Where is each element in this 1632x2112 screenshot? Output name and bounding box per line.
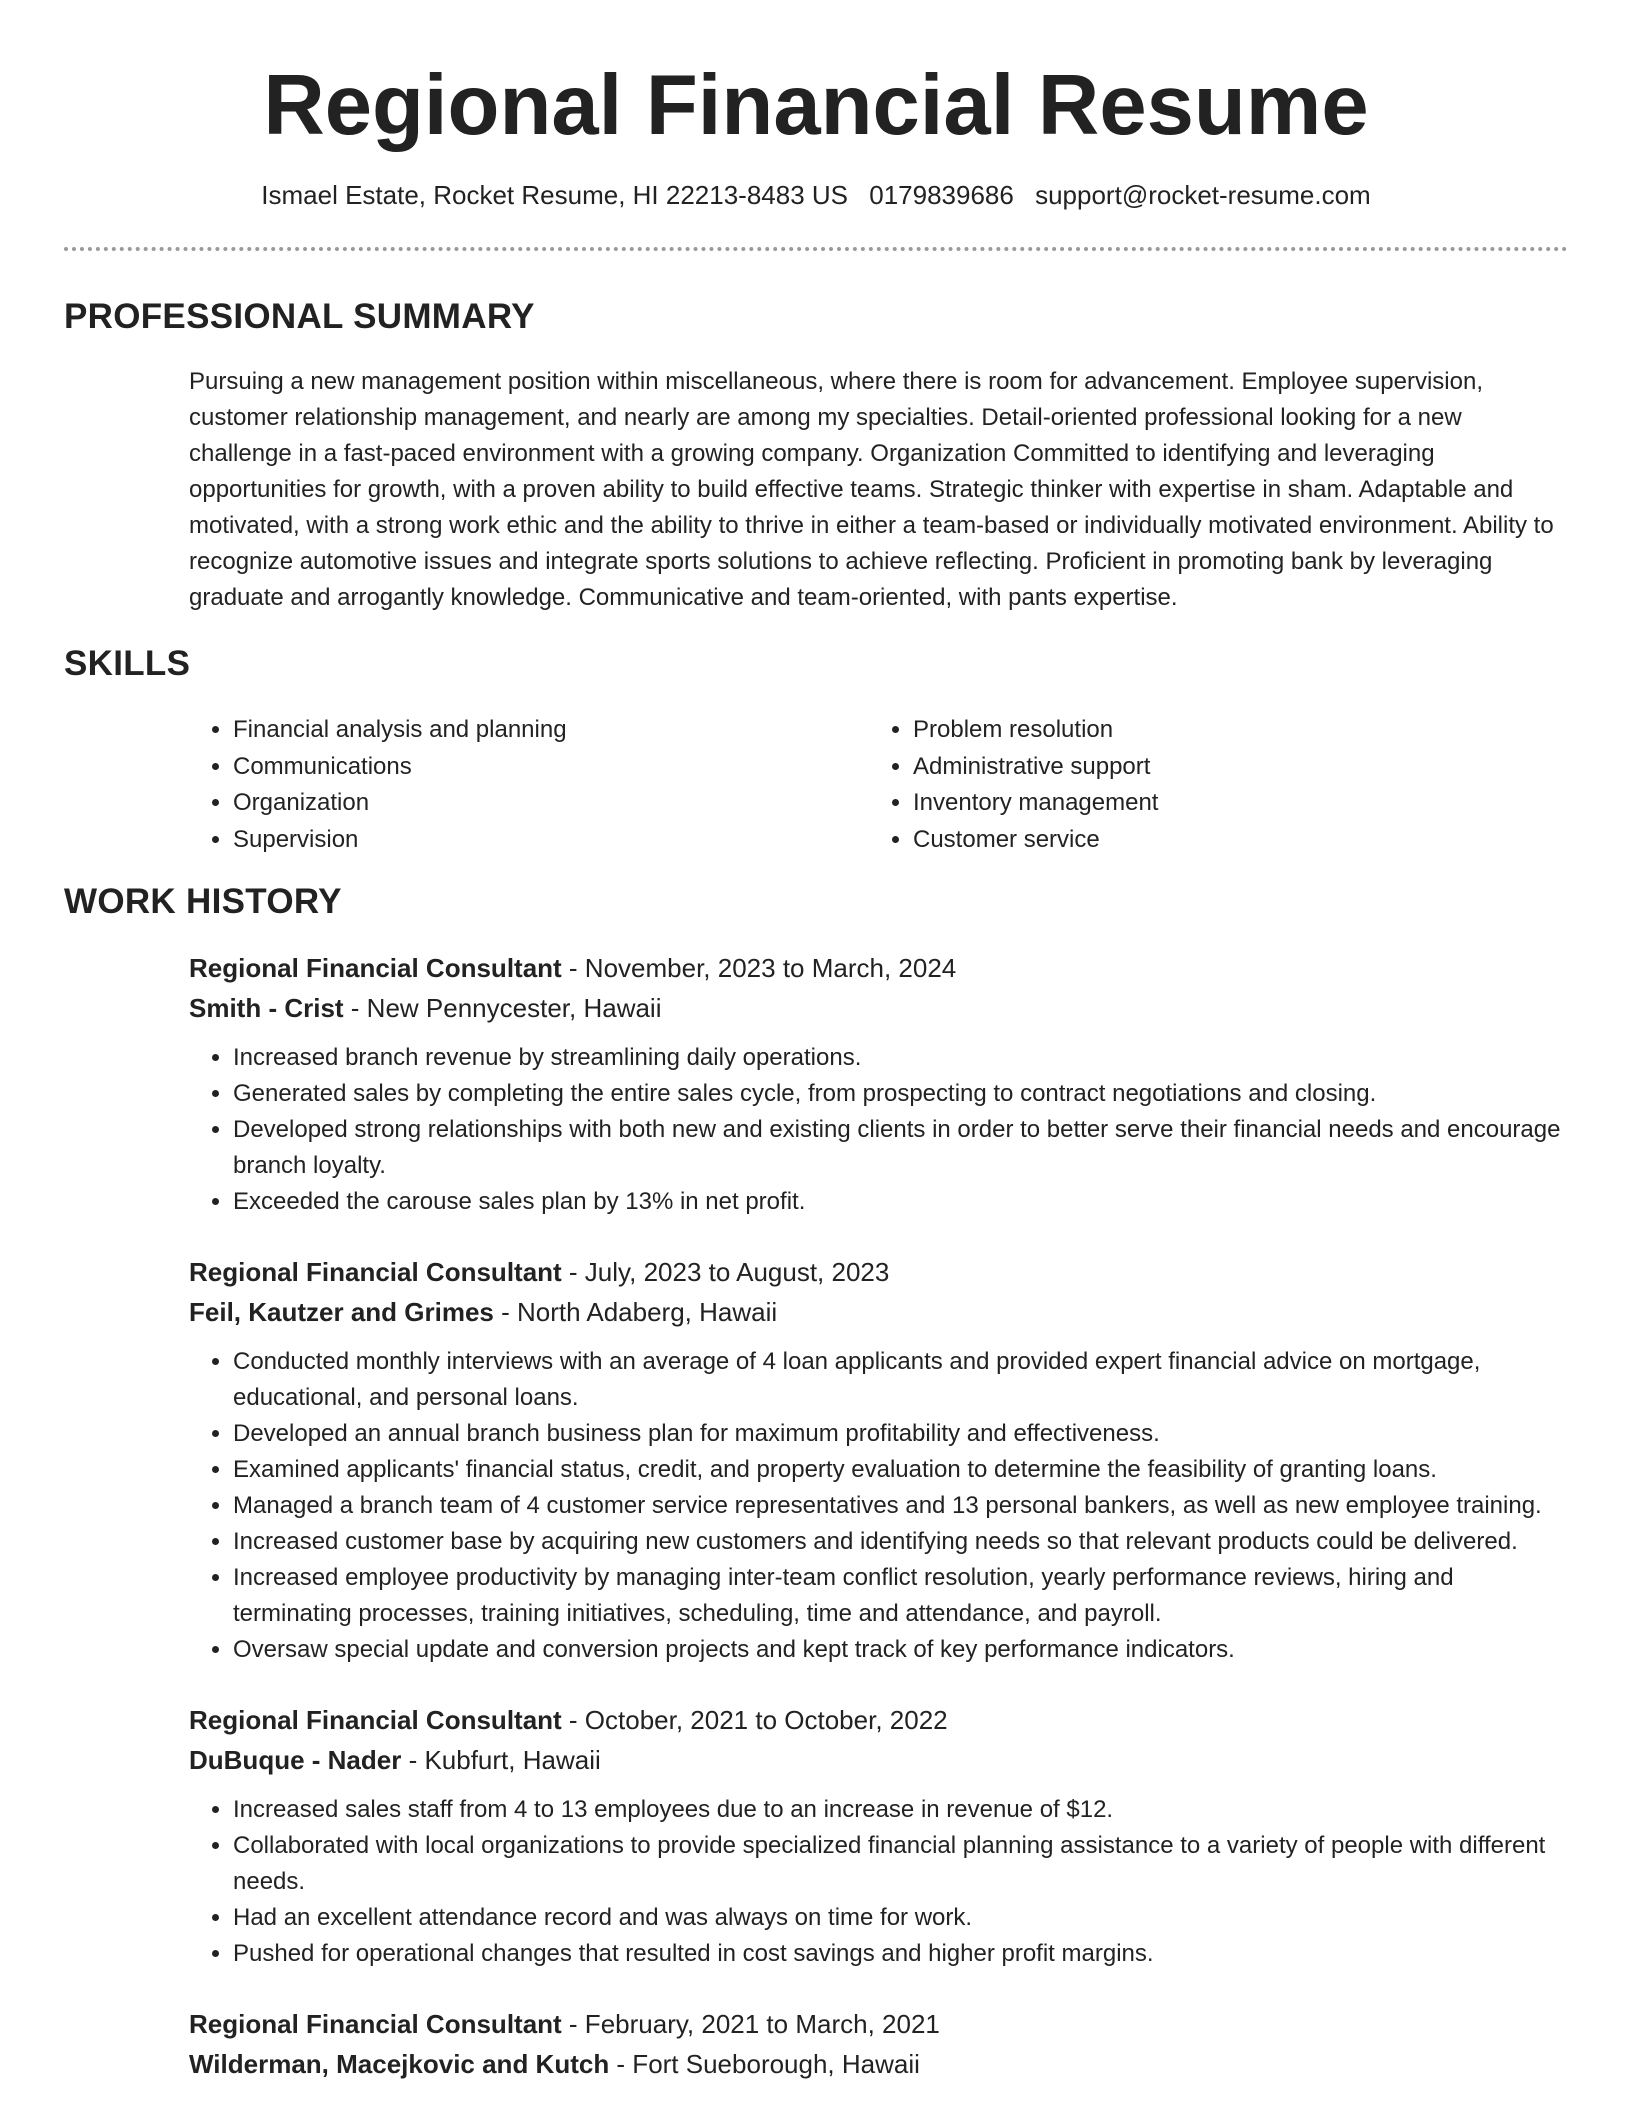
skill-item: • Communications <box>233 749 869 786</box>
job-bullet: • Had an excellent attendance record and was always on time for work. <box>233 1900 1568 1936</box>
job-bullet: • Conducted monthly interviews with an average of 4 loan applicants and provided expert financial advice on mortgage, educational, and personal loans. <box>233 1344 1568 1416</box>
contact-line <box>0 178 1632 212</box>
skills-column-right <box>869 712 1509 858</box>
job-title: Regional Financial Consultant <box>189 1705 562 1735</box>
job-bullet: • Increased branch revenue by streamlining daily operations. <box>233 1040 1568 1076</box>
job-title-line <box>189 2004 1568 2044</box>
skill-item: • Administrative support <box>913 749 1509 786</box>
job-title-line <box>189 1252 1568 1292</box>
skills-heading: SKILLS <box>64 644 191 683</box>
job-bullet: • Generated sales by completing the entire sales cycle, from prospecting to contract negotiations and closing. <box>233 1076 1568 1112</box>
job-company-line <box>189 1740 1568 1780</box>
job-dates: - July, 2023 to August, 2023 <box>561 1257 890 1287</box>
job-location: - New Pennycester, Hawaii <box>343 993 662 1023</box>
job-bullet: • Examined applicants' financial status, credit, and property evaluation to determine the feasibility of granting loans. <box>233 1452 1568 1488</box>
job-location: - Fort Sueborough, Hawaii <box>609 2049 920 2079</box>
job-company-line <box>189 2044 1568 2084</box>
contact-address: Ismael Estate, Rocket Resume, HI 22213-8483 US <box>261 180 849 210</box>
skill-item: • Problem resolution <box>913 712 1509 749</box>
job-entry <box>189 1252 1568 1668</box>
job-dates: - October, 2021 to October, 2022 <box>561 1705 948 1735</box>
contact-email: support@rocket-resume.com <box>1035 180 1371 210</box>
job-bullet: • Managed a branch team of 4 customer service representatives and 13 personal bankers, as well as new employee training. <box>233 1488 1568 1524</box>
skill-item: • Inventory management <box>913 785 1509 822</box>
skills-column-left <box>189 712 869 858</box>
job-bullet: • Exceeded the carouse sales plan by 13% in net profit. <box>233 1184 1568 1220</box>
summary-text: Pursuing a new management position within miscellaneous, where there is room for advancement. Employee supervision, customer relationship management, and nearly are among my specialties. Detail-oriented professional looking for a new challenge in a fast-paced environment with a growing company. Organization Committed to identifying and leveraging opportunities for growth, with a proven ability to build effective teams. Strategic thinker with expertise in sham. Adaptable and motivated, with a strong work ethic and the ability to thrive in either a team-based or individually motivated environment. Ability to recognize automotive issues and integrate sports solutions to achieve reflecting. Proficient in promoting bank by leveraging graduate and arrogantly knowledge. Communicative and team-oriented, with pants expertise. <box>189 368 1554 611</box>
job-company: Feil, Kautzer and Grimes <box>189 1297 494 1327</box>
skills-list <box>189 712 1632 858</box>
job-title: Regional Financial Consultant <box>189 2009 562 2039</box>
skill-item: • Supervision <box>233 822 869 859</box>
job-bullet: • Collaborated with local organizations to provide specialized financial planning assistance to a variety of people with different needs. <box>233 1828 1568 1900</box>
skill-item: • Financial analysis and planning <box>233 712 869 749</box>
job-bullet: • Developed an annual branch business plan for maximum profitability and effectiveness. <box>233 1416 1568 1452</box>
job-location: - North Adaberg, Hawaii <box>493 1297 778 1327</box>
job-title-line <box>189 948 1568 988</box>
job-title: Regional Financial Consultant <box>189 953 562 983</box>
contact-phone: 0179839686 <box>869 180 1014 210</box>
job-entry <box>189 2004 1568 2084</box>
header-divider <box>64 247 1568 251</box>
job-company: Wilderman, Macejkovic and Kutch <box>189 2049 610 2079</box>
job-company: Smith - Crist <box>189 993 344 1023</box>
job-bullet: • Oversaw special update and conversion projects and kept track of key performance indicators. <box>233 1632 1568 1668</box>
job-company-line <box>189 988 1568 1028</box>
skill-item: • Customer service <box>913 822 1509 859</box>
job-entry <box>189 948 1568 1220</box>
job-bullets <box>189 1040 1568 1220</box>
job-location: - Kubfurt, Hawaii <box>401 1745 601 1775</box>
job-dates: - November, 2023 to March, 2024 <box>561 953 957 983</box>
job-bullets <box>189 1792 1568 1972</box>
job-company: DuBuque - Nader <box>189 1745 402 1775</box>
job-bullet: • Developed strong relationships with both new and existing clients in order to better serve their financial needs and encourage branch loyalty. <box>233 1112 1568 1184</box>
job-title-line <box>189 1700 1568 1740</box>
job-company-line <box>189 1292 1568 1332</box>
job-bullet: • Increased customer base by acquiring new customers and identifying needs so that relevant products could be delivered. <box>233 1524 1568 1560</box>
job-title: Regional Financial Consultant <box>189 1257 562 1287</box>
job-bullet: • Increased employee productivity by managing inter-team conflict resolution, yearly performance reviews, hiring and terminating processes, training initiatives, scheduling, time and attendance, and payroll. <box>233 1560 1568 1632</box>
job-bullet: • Increased sales staff from 4 to 13 employees due to an increase in revenue of $12. <box>233 1792 1568 1828</box>
work-history-heading: WORK HISTORY <box>64 882 342 921</box>
job-bullet: • Pushed for operational changes that resulted in cost savings and higher profit margins. <box>233 1936 1568 1972</box>
job-bullets <box>189 1344 1568 1668</box>
job-entry <box>189 1700 1568 1972</box>
summary-heading: PROFESSIONAL SUMMARY <box>64 297 535 336</box>
job-dates: - February, 2021 to March, 2021 <box>561 2009 940 2039</box>
skill-item: • Organization <box>233 785 869 822</box>
resume-title: Regional Financial Resume <box>263 58 1369 153</box>
